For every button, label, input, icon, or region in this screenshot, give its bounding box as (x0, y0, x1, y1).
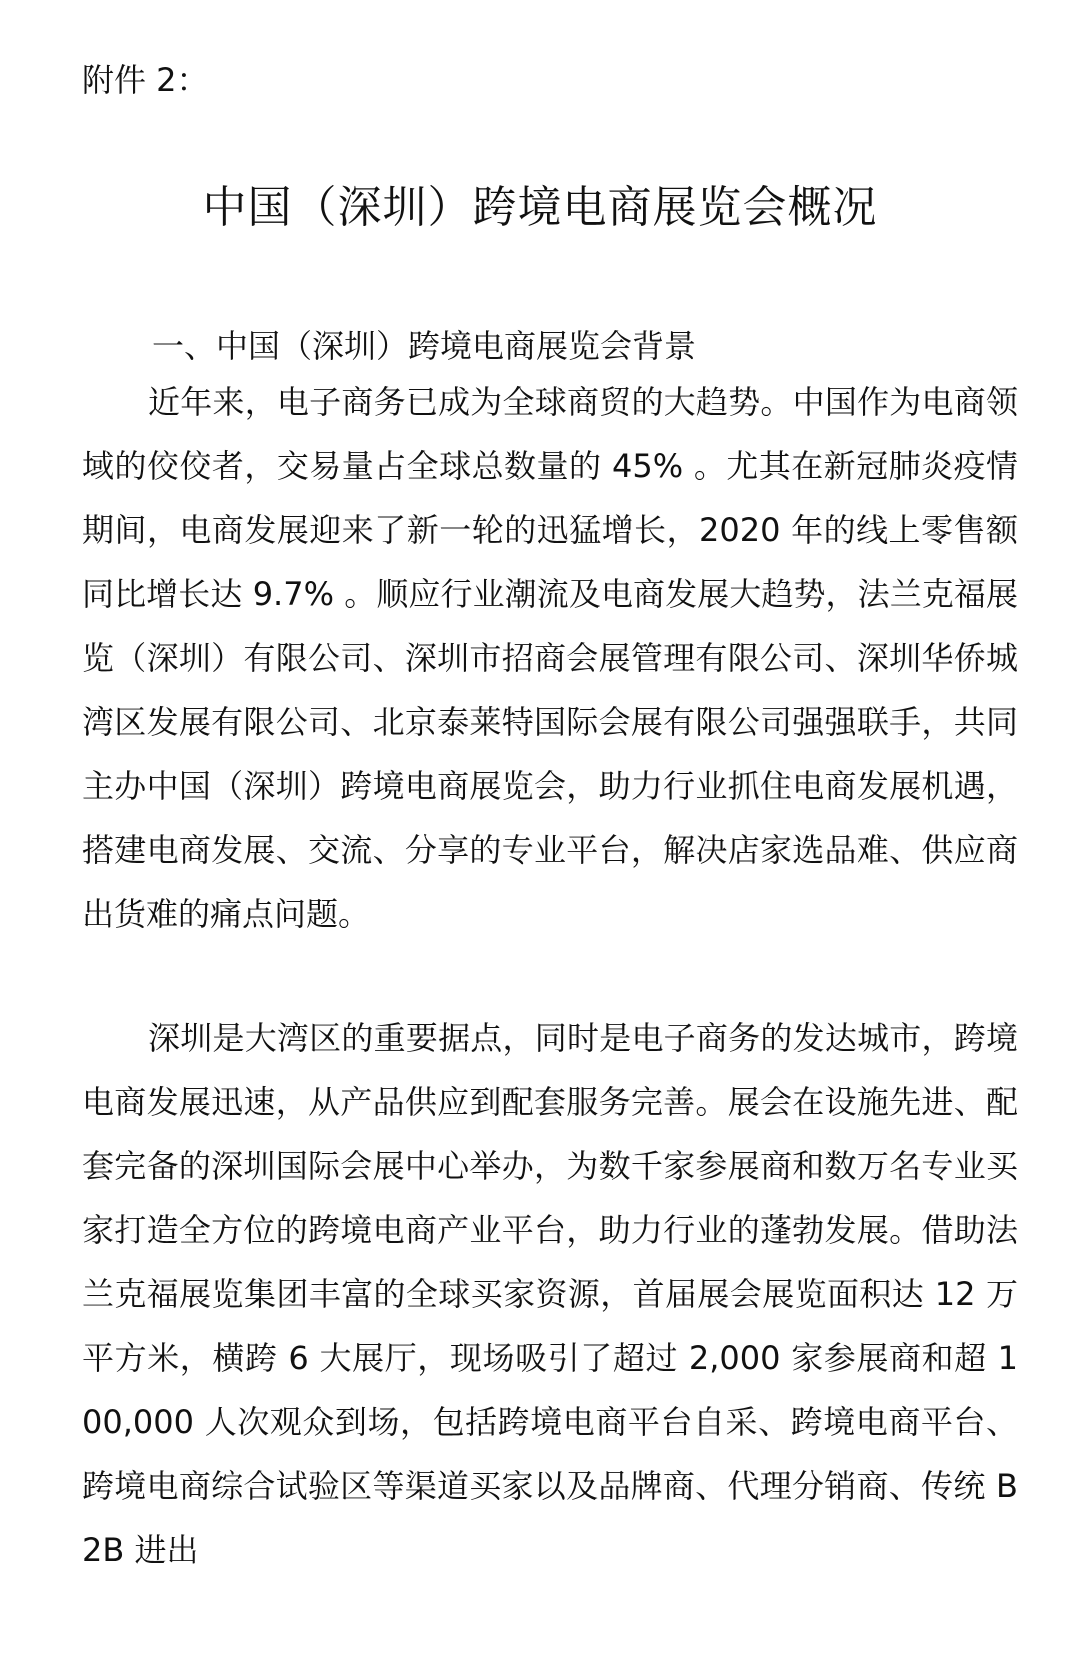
section-heading: 一、中国（深圳）跨境电商展览会背景 (152, 327, 697, 365)
document-title: 中国（深圳）跨境电商展览会概况 (202, 182, 878, 233)
body-paragraph: 深圳是大湾区的重要据点，同时是电子商务的发达城市，跨境电商发展迅速，从产品供应到配套服务完善。展会在设施先进、配套完备的深圳国际会展中心举办，为数千家参展商和数万名专业买家打造全方位的跨境电商产业平台，助力行业的蓬勃发展。借助法兰克福展览集团丰富的全球买家资源，首届展会展览面积达 12 万平方米，横跨 6 大展厅，现场吸引了超过 2,000 家参展商和超 100,000 人次观众到场，包括跨境电商平台自采、跨境电商平台、跨境电商综合试验区等渠道买家以及品牌商、代理分销商、传统 B2B 进出 (82, 1019, 1018, 1569)
body-paragraph: 近年来，电子商务已成为全球商贸的大趋势。中国作为电商领域的佼佼者，交易量占全球总数量的 45% 。尤其在新冠肺炎疫情期间，电商发展迎来了新一轮的迅猛增长，2020 年的线上零售额同比增长达 9.7% 。顺应行业潮流及电商发展大趋势，法兰克福展览（深圳）有限公司、深圳市招商会展管理有限公司、深圳华侨城湾区发展有限公司、北京泰莱特国际会展有限公司强强联手，共同主办中国（深圳）跨境电商展览会，助力行业抓住电商发展机遇，搭建电商发展、交流、分享的专业平台，解决店家选品难、供应商出货难的痛点问题。 (82, 383, 1018, 933)
attachment-label: 附件 2： (82, 61, 209, 99)
